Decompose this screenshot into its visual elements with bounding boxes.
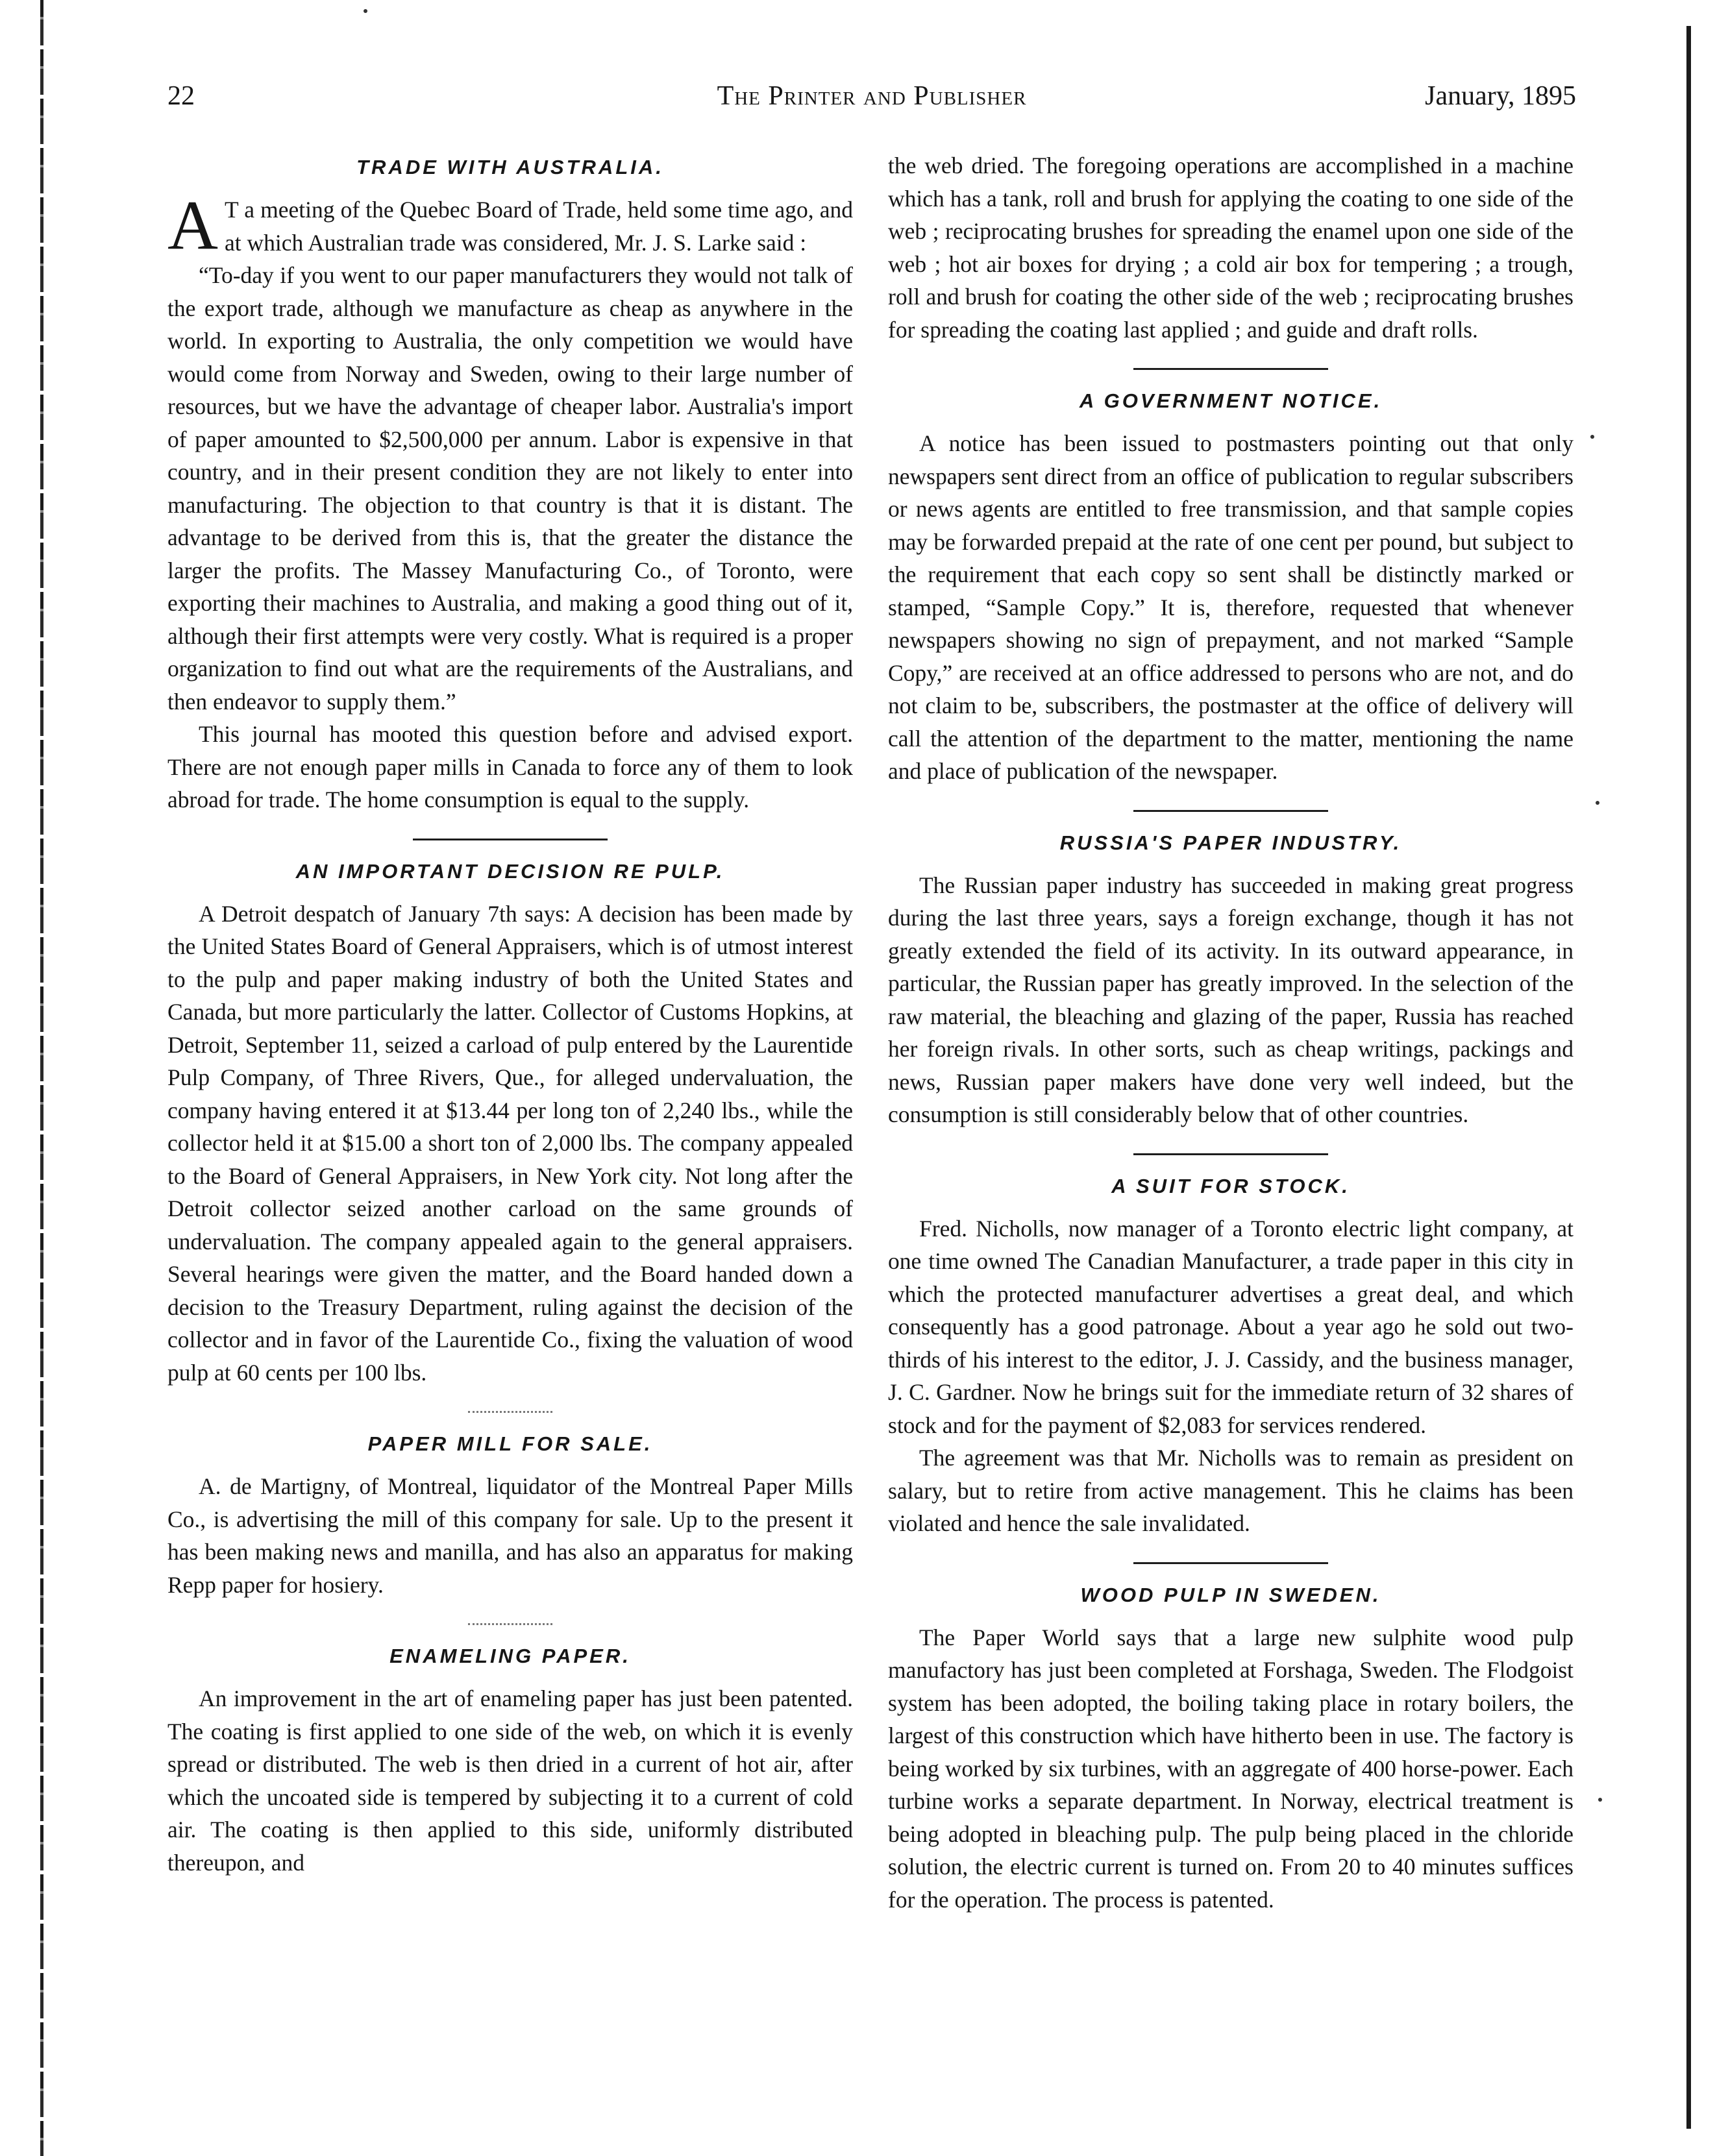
left-column [167, 149, 853, 1879]
right-column [888, 149, 1574, 1916]
article-wood-pulp-sweden [888, 1584, 1574, 1917]
article-government-notice [888, 389, 1574, 788]
article-important-decision [167, 860, 853, 1390]
section-divider [1133, 810, 1328, 812]
article-heading: PAPER MILL FOR SALE. [367, 1432, 653, 1455]
article-russia-paper [888, 831, 1574, 1131]
article-trade-with-australia [167, 156, 853, 816]
publication-title: The Printer and Publisher [717, 81, 1027, 111]
article-paragraph: An improvement in the art of enameling paper has just been patented. The coating is first applied to one side of the web, on which it is evenly spread or distributed. The web is then dried in a current of hot air, after which the uncoated side is tempered by subjecting it to a current of cold air. The coating is then applied to this side, uniformly distributed thereupon, and [167, 1685, 853, 1876]
article-heading: RUSSIA'S PAPER INDUSTRY. [1059, 831, 1402, 854]
article-enameling-continued [888, 149, 1574, 346]
article-paragraph: The Paper World says that a large new sulphite wood pulp manufactory has just been completed at Forshaga, Sweden. The Flodgoist system has been adopted, the boiling taking place in rotary boilers, the largest of this construction which have hitherto been in use. The factory is being worked by six turbines, with an aggregate of 400 horse-power. Each turbine works a separate department. In Norway, electrical treatment is being adopted in bleaching pulp. The pulp being placed in the chloride solution, the electric current is turned on. From 20 to 40 minutes suffices for the operation. The process is patented. [888, 1624, 1574, 1913]
article-paragraph: The Russian paper industry has succeeded in making great progress during the last three years, says a foreign exchange, though it has not greatly extended the field of its activity. In its outward appearance, in particular, the Russian paper has greatly improved. In the selection of the raw material, the bleaching and glazing of the paper, Russia has reached her foreign rivals. In other sorts, such as cheap writings, packings and news, Russian paper makers have done very well indeed, but the consumption is still considerably below that of other countries. [888, 872, 1574, 1127]
article-paragraph: A Detroit despatch of January 7th says: A decision has been made by the United States Board of General Appraisers, which is of utmost interest to the pulp and paper making industry of both the United States and Canada, but more particularly the latter. Collector of Customs Hopkins, at Detroit, September 11, seized a carload of pulp entered by the Laurentide Pulp Company, of Three Rivers, Que., for alleged undervaluation, the company having entered it at $13.44 per long ton of 2,240 lbs., while the collector held it at $15.00 a short ton of 2,000 lbs. The company appealed to the Board of General Appraisers, in New York city. Not long after the Detroit collector seized another carload on the same grounds of undervaluation. The company appealed again to the general appraisers. Several hearings were given the matter, and the Board handed down a decision to the Treasury Department, ruling against the decision of the collector and in favor of the Laurentide Co., fixing the valuation of wood pulp at 60 cents per 100 lbs. [167, 900, 853, 1386]
article-paragraph: the web dried. The foregoing operations are accomplished in a machine which has a tank, roll and brush for applying the coating to one side of the web ; reciprocating brushes for spreading the enamel upon one side of the web ; hot air boxes for drying ; a cold air box for tempering ; a trough, roll and brush for coating the other side of the web ; reciprocating brushes for spreading the coating last applied ; and guide and draft rolls. [888, 153, 1574, 343]
scan-right-edge [1686, 26, 1691, 2129]
article-paragraph: A. de Martigny, of Montreal, liquidator of the Montreal Paper Mills Co., is advertising the mill of this company for sale. Up to the present it has been making news and manilla, and has also an apparatus for making Repp paper for hosiery. [167, 1473, 853, 1598]
article-heading: TRADE WITH AUSTRALIA. [356, 156, 664, 178]
article-heading: A GOVERNMENT NOTICE. [1079, 389, 1383, 412]
scan-speck [1596, 801, 1599, 805]
drop-cap: A [167, 187, 218, 264]
section-divider [468, 1623, 552, 1625]
article-paragraph: This journal has mooted this question before and advised export. There are not enough paper mills in Canada to force any of them to look abroad for trade. The home consumption is equal to the supply. [167, 721, 853, 813]
article-heading: A SUIT FOR STOCK. [1111, 1174, 1350, 1197]
page-header [167, 80, 1576, 126]
article-heading: ENAMELING PAPER. [389, 1645, 631, 1667]
article-paragraph: Fred. Nicholls, now manager of a Toronto electric light company, at one time owned The Canadian Manufacturer, a trade paper in this city in which the protected manufacturer advertises a great deal, and which consequently has a good patronage. About a year ago he sold out two-thirds of his interest to the editor, J. J. Cassidy, and the business manager, J. C. Gardner. Now he brings suit for the immediate return of 32 shares of stock and for the payment of $2,083 for services rendered. [888, 1215, 1574, 1438]
scan-speck [1590, 435, 1594, 439]
article-heading: AN IMPORTANT DECISION RE PULP. [295, 859, 725, 883]
section-divider [1133, 1562, 1328, 1564]
section-divider [413, 839, 608, 840]
article-suit-for-stock [888, 1175, 1574, 1540]
article-paragraph: A notice has been issued to postmasters pointing out that only newspapers sent direct from an office of publication to regular subscribers or news agents are entitled to free transmission, and that sample copies may be forwarded prepaid at the rate of one cent per pound, but subject to the requirement that each copy so sent shall be distinctly marked or stamped, “Sample Copy.” It is, therefore, requested that whenever newspapers showing no sign of prepayment, and not marked “Sample Copy,” are received at an office addressed to persons who are not, and do not claim to be, subscribers, the postmaster at the office of delivery will call the attention of the department to the matter, mentioning the name and place of publication of the newspaper. [888, 430, 1574, 784]
article-paragraph: “To-day if you went to our paper manufacturers they would not talk of the export trade, although we manufacture as cheap as anywhere in the world. In exporting to Australia, the only competition we would have would come from Norway and Sweden, owing to their large number of resources, but we have the advantage of cheaper labor. Australia's import of paper amounted to $2,500,000 per annum. Labor is expensive in that country, and in their present condition they are not likely to enter into manufacturing. The objection to that country is that it is distant. The advantage to be derived from this is, that the greater the distance the larger the profits. The Massey Manufacturing Co., of Toronto, were exporting their machines to Australia, and making a good thing out of it, although their first attempts were very costly. What is required is a proper organization to find out what are the requirements of the Australians, and then endeavor to supply them.” [167, 262, 853, 715]
scan-left-edge [40, 0, 43, 2156]
scan-speck [364, 9, 367, 13]
article-enameling-paper [167, 1645, 853, 1879]
issue-date: January, 1895 [1425, 81, 1576, 111]
section-divider [1133, 368, 1328, 370]
section-divider [1133, 1153, 1328, 1155]
article-paragraph: A T a meeting of the Quebec Board of Trade, held some time ago, and at which Australian trade was considered, Mr. J. S. Larke said : [167, 187, 853, 264]
article-paragraph: The agreement was that Mr. Nicholls was to remain as president on salary, but to retire from active management. This he claims has been violated and hence the sale invalidated. [888, 1445, 1574, 1536]
article-paper-mill-sale [167, 1432, 853, 1601]
page-number: 22 [167, 81, 195, 111]
article-heading: WOOD PULP IN SWEDEN. [1080, 1583, 1381, 1606]
section-divider [468, 1411, 552, 1413]
scan-speck [1598, 1798, 1602, 1802]
